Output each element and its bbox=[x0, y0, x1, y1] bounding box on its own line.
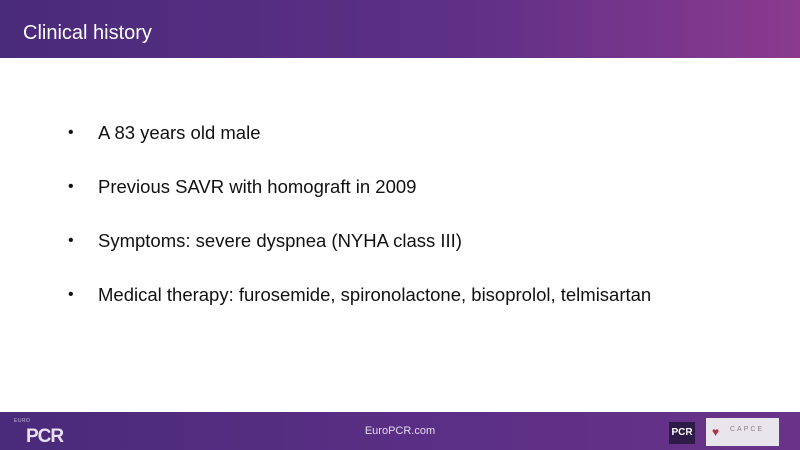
bullet-icon: • bbox=[68, 178, 74, 195]
bullet-item bbox=[68, 117, 651, 171]
bullet-icon: • bbox=[68, 124, 74, 141]
bullet-text: Symptoms: severe dyspnea (NYHA class III) bbox=[98, 230, 462, 251]
bullet-text: A 83 years old male bbox=[98, 122, 261, 143]
slide-header-bar bbox=[0, 0, 800, 58]
bullet-text: Medical therapy: furosemide, spironolactone, bisoprolol, telmisartan bbox=[98, 284, 652, 305]
bullet-icon: • bbox=[68, 286, 74, 303]
bullet-item bbox=[68, 225, 651, 279]
partner-logo bbox=[706, 418, 779, 446]
bullet-icon: • bbox=[68, 232, 74, 249]
bullet-text: Previous SAVR with homograft in 2009 bbox=[98, 176, 417, 197]
bullet-item bbox=[68, 171, 651, 225]
logo-small-text: EURO bbox=[14, 418, 31, 424]
logo-text: PCR bbox=[26, 426, 64, 447]
slide-footer-bar bbox=[0, 412, 800, 450]
pcr-small-logo: PCR bbox=[669, 422, 695, 444]
bullet-item bbox=[68, 279, 651, 333]
bullet-list bbox=[68, 117, 651, 333]
slide-title: Clinical history bbox=[23, 22, 152, 44]
heart-icon: ♥ bbox=[712, 425, 720, 439]
footer-url: EuroPCR.com bbox=[364, 425, 436, 437]
partner-logo-text: CAPCE bbox=[730, 426, 765, 433]
